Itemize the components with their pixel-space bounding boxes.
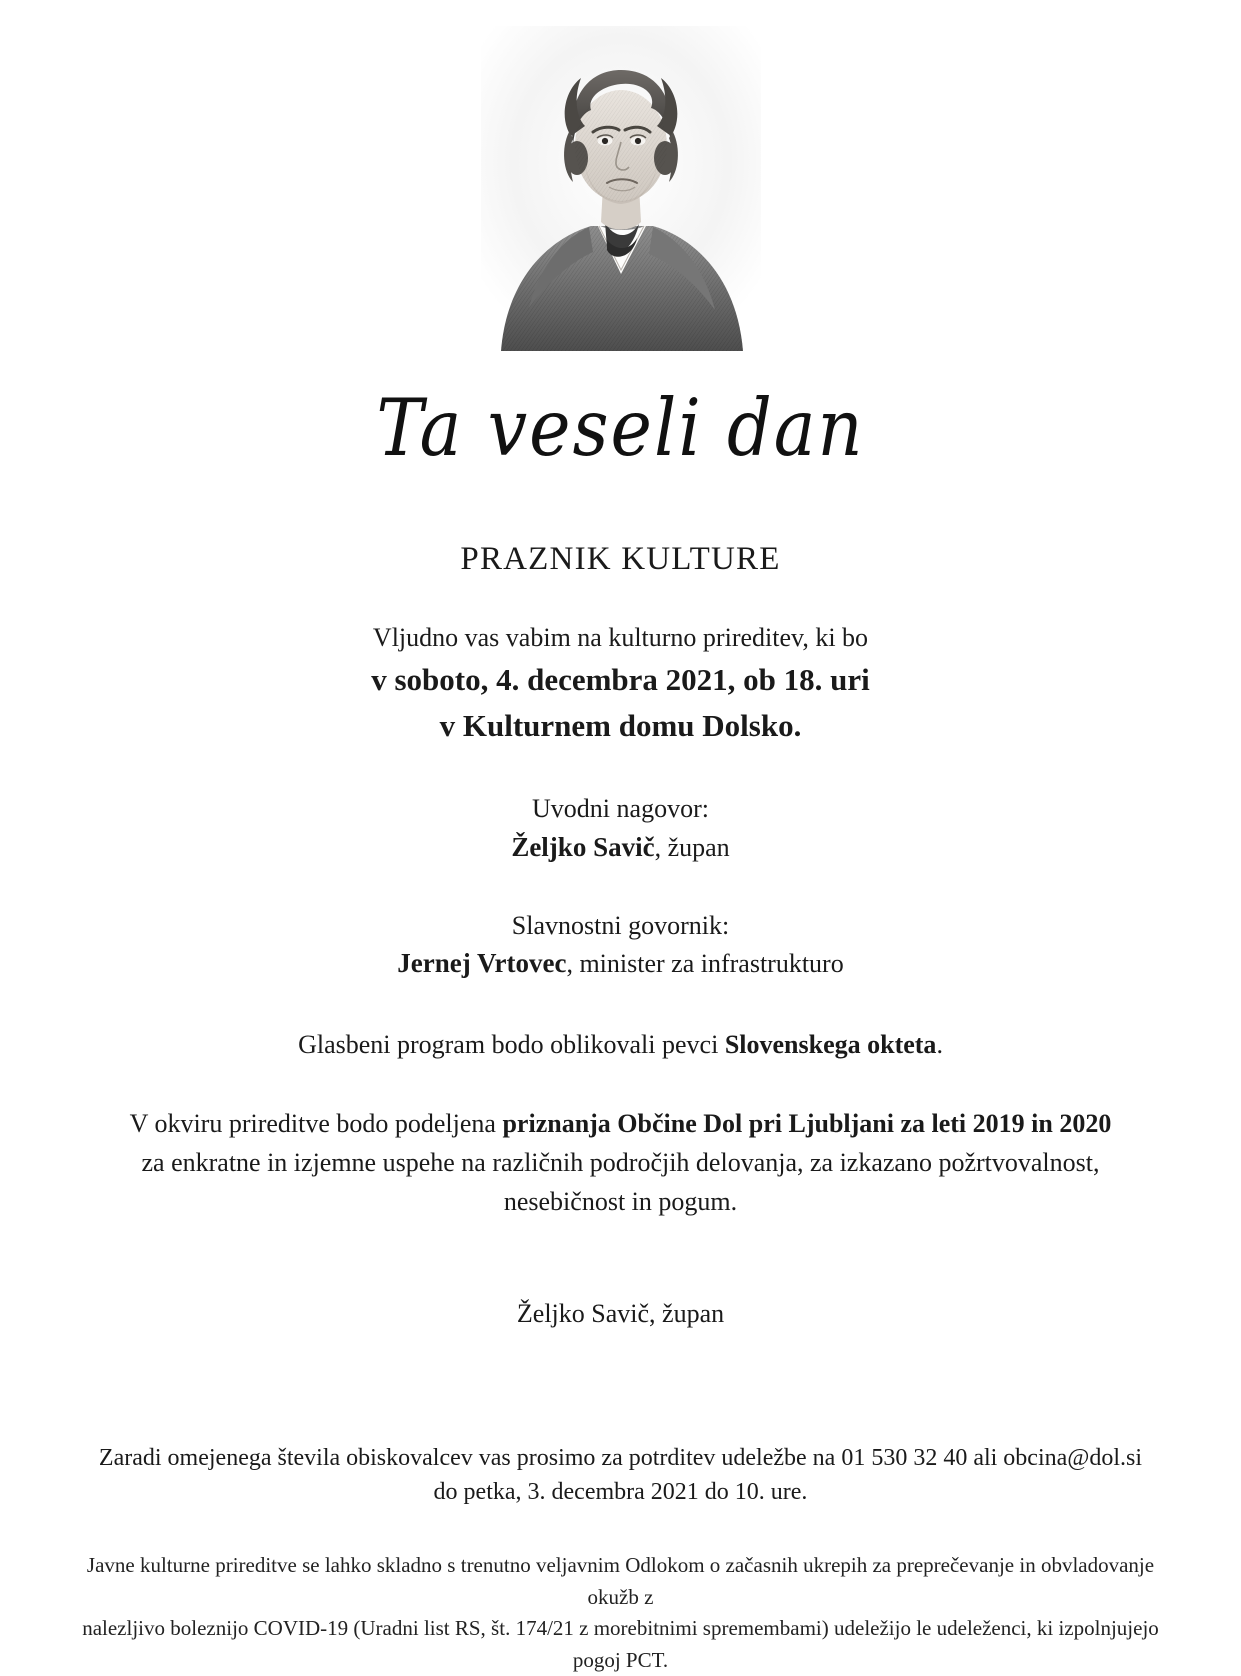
awards-line-3: nesebičnost in pogum. — [503, 1186, 738, 1216]
event-venue: v Kulturnem domu Dolsko. — [439, 708, 802, 744]
script-title: Ta veseli dan — [376, 382, 865, 474]
signature: Željko Savič, župan — [516, 1298, 725, 1328]
keynote-speaker-label: Slavnostni govornik: — [511, 910, 730, 940]
engraved-portrait-france-preseren-icon — [481, 26, 761, 351]
awards-line-1 — [71, 1104, 1171, 1143]
covid-notice-block — [76, 1550, 1166, 1676]
invitation-intro: Vljudno vas vabim na kulturno prireditev, ki bo — [372, 623, 869, 652]
rsvp-line-2: do petka, 3. decembra 2021 do 10. ure. — [433, 1479, 808, 1506]
keynote-speaker-block — [397, 907, 843, 984]
awards-highlight: priznanja Občine Dol pri Ljubljani za leti 2019 in 2020 — [502, 1108, 1112, 1138]
music-ensemble-name: Slovenskega okteta — [724, 1029, 937, 1059]
portrait-container — [476, 26, 766, 351]
keynote-speaker-role: , minister za infrastrukturo — [566, 949, 844, 979]
music-program-prefix: Glasbeni program bodo oblikovali pevci — [298, 1029, 725, 1059]
invitation-block — [371, 620, 870, 750]
covid-notice-line-2: nalezljivo boleznijo COVID-19 (Uradni list RS, št. 174/21 z morebitnimi spremembami) udeležijo le udeleženci, ki izpolnjujejo pogoj PCT. — [82, 1616, 1159, 1672]
opening-address-block — [511, 790, 729, 867]
rsvp-line-1: Zaradi omejenega števila obiskovalcev vas prosimo za potrditev udeležbe na 01 530 32 40 ali obcina@dol.si — [98, 1444, 1143, 1471]
covid-notice-line-1: Javne kulturne prireditve se lahko skladno s trenutno veljavnim Odlokom o začasnih ukrepih za preprečevanje in obvladovanje okužb z — [86, 1553, 1155, 1609]
awards-block — [71, 1104, 1171, 1221]
music-program-line — [298, 1030, 943, 1060]
awards-line-2: za enkratne in izjemne uspehe na različnih področjih delovanja, za izkazano požrtvovalnost, — [141, 1147, 1100, 1177]
keynote-speaker-name: Jernej Vrtovec — [397, 948, 567, 979]
music-program-suffix: . — [936, 1029, 943, 1059]
awards-prefix: V okviru prireditve bodo podeljena — [129, 1108, 503, 1138]
keynote-speaker-person — [397, 944, 843, 983]
opening-address-person — [511, 828, 729, 867]
opening-address-role: , župan — [654, 832, 730, 862]
event-datetime: v soboto, 4. decembra 2021, ob 18. uri — [371, 661, 870, 697]
opening-address-name: Željko Savič — [511, 831, 655, 862]
opening-address-label: Uvodni nagovor: — [532, 793, 709, 823]
page-title: PRAZNIK KULTURE — [460, 541, 781, 577]
rsvp-block — [76, 1441, 1166, 1511]
